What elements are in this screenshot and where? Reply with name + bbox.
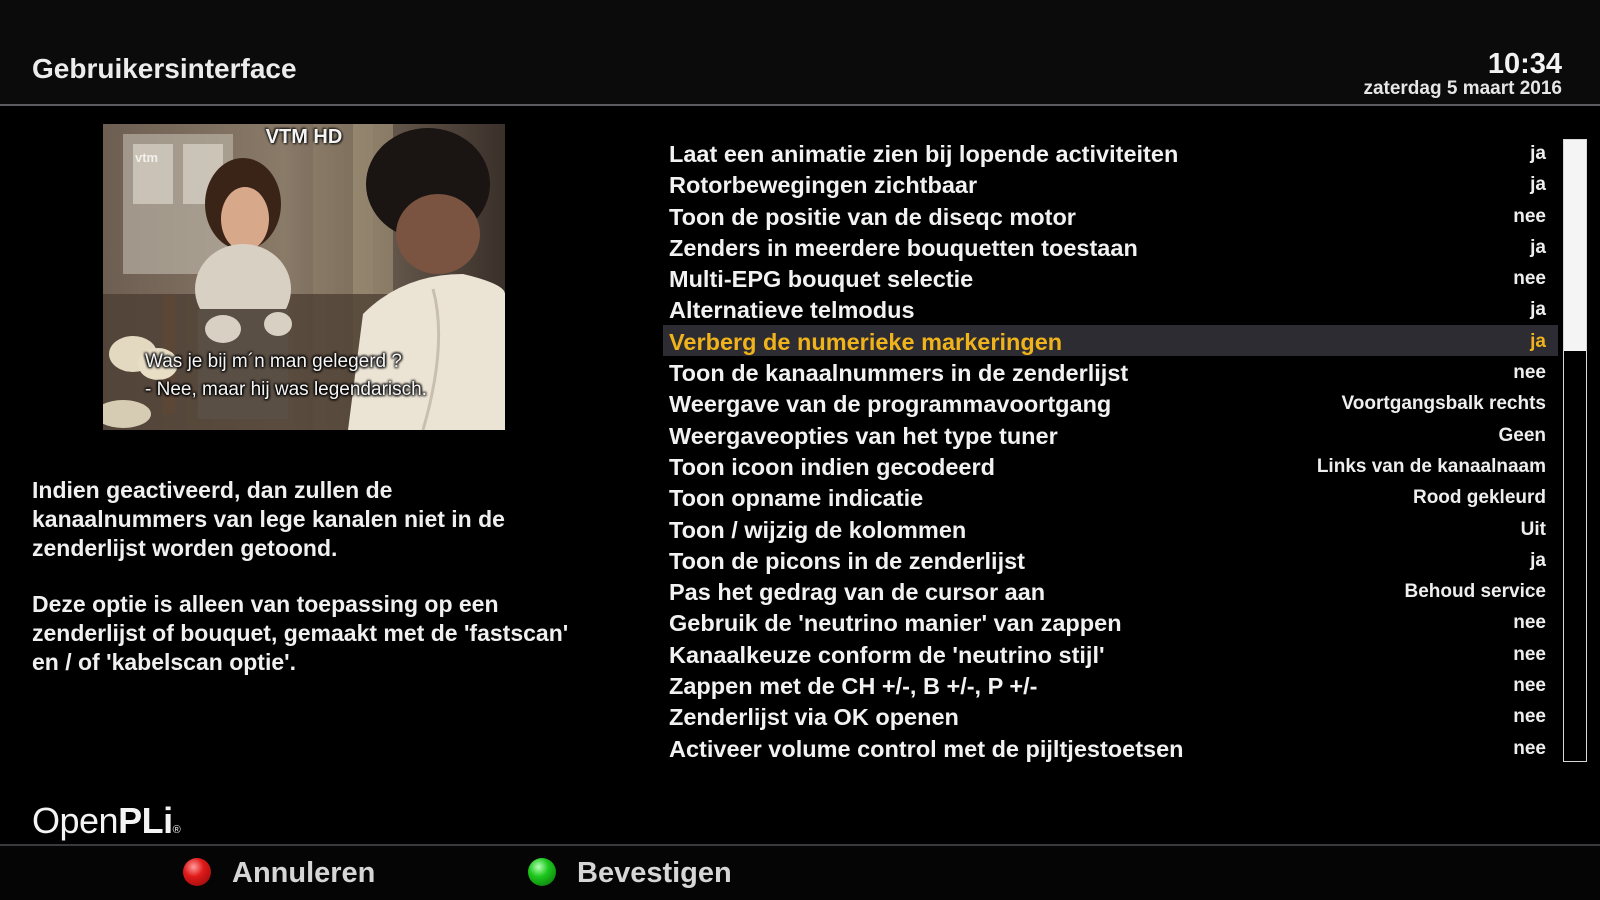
setting-value[interactable]: nee: [1513, 643, 1546, 665]
setting-row[interactable]: [663, 638, 1558, 669]
confirm-button[interactable]: [528, 854, 768, 890]
setting-value[interactable]: ja: [1530, 299, 1546, 321]
setting-value[interactable]: nee: [1513, 362, 1546, 384]
setting-value[interactable]: ja: [1530, 236, 1546, 258]
setting-value[interactable]: Geen: [1498, 424, 1546, 446]
subtitle-line: Was je bij m´n man gelegerd ?: [145, 351, 402, 372]
setting-label: Multi-EPG bouquet selectie: [669, 266, 974, 293]
setting-row[interactable]: [663, 168, 1558, 199]
help-text: Deze optie is alleen van toepassing op een zenderlijst of bouquet, gemaakt met de 'fastscan' en / of 'kabelscan optie'.: [32, 591, 569, 675]
cancel-button[interactable]: [183, 854, 403, 890]
setting-label: Zenderlijst via OK openen: [669, 704, 959, 731]
setting-value[interactable]: Uit: [1520, 518, 1546, 540]
setting-label: Gebruik de 'neutrino manier' van zappen: [669, 610, 1122, 637]
setting-row[interactable]: [663, 481, 1558, 512]
confirm-label: Bevestigen: [577, 857, 732, 889]
setting-value[interactable]: nee: [1513, 706, 1546, 728]
setting-label: Toon opname indicatie: [669, 485, 924, 512]
setting-value[interactable]: Links van de kanaalnaam: [1316, 455, 1546, 477]
scrollbar[interactable]: [1563, 139, 1587, 762]
setting-row[interactable]: [663, 606, 1558, 637]
channel-name: VTM HD: [265, 126, 343, 148]
registered-mark: ®: [172, 824, 181, 836]
setting-row-selected[interactable]: [663, 325, 1558, 356]
setting-row[interactable]: [663, 732, 1558, 763]
setting-label: Verberg de numerieke markeringen: [669, 328, 1063, 355]
setting-label: Alternatieve telmodus: [669, 297, 915, 324]
green-button-icon: [528, 858, 556, 886]
setting-label: Weergave van de programmavoortgang: [669, 391, 1112, 418]
setting-value[interactable]: Rood gekleurd: [1412, 487, 1546, 509]
subtitle-line: - Nee, maar hij was legendarisch.: [145, 379, 427, 400]
setting-row[interactable]: [663, 544, 1558, 575]
header: [0, 0, 1600, 106]
setting-row[interactable]: [663, 513, 1558, 544]
setting-label: Activeer volume control met de pijltjestoetsen: [669, 735, 1184, 762]
setting-row[interactable]: [663, 356, 1558, 387]
setting-label: Rotorbewegingen zichtbaar: [669, 172, 978, 199]
setting-value[interactable]: nee: [1513, 737, 1546, 759]
channel-logo: vtm: [135, 150, 159, 165]
setting-row[interactable]: [663, 262, 1558, 293]
setting-row[interactable]: [663, 137, 1558, 168]
clock: 10:34: [1487, 48, 1562, 80]
red-button-icon: [183, 858, 211, 886]
setting-value[interactable]: nee: [1513, 205, 1546, 227]
openpli-logo: [32, 800, 180, 842]
setting-value[interactable]: ja: [1530, 549, 1546, 571]
setting-row[interactable]: [663, 419, 1558, 450]
setting-row[interactable]: [663, 700, 1558, 731]
page-title: Gebruikersinterface: [32, 53, 297, 84]
setting-label: Toon de kanaalnummers in de zenderlijst: [669, 360, 1129, 387]
setting-value[interactable]: nee: [1513, 612, 1546, 634]
setting-label: Toon de positie van de diseqc motor: [669, 203, 1076, 230]
scrollbar-thumb[interactable]: [1564, 140, 1586, 351]
setting-label: Zenders in meerdere bouquetten toestaan: [669, 234, 1138, 261]
setting-row[interactable]: [663, 669, 1558, 700]
setting-label: Toon icoon indien gecodeerd: [669, 453, 995, 480]
footer-bar: [0, 844, 1600, 900]
setting-row[interactable]: [663, 293, 1558, 324]
setting-value[interactable]: nee: [1513, 675, 1546, 697]
setting-row[interactable]: [663, 200, 1558, 231]
setting-row[interactable]: [663, 575, 1558, 606]
setting-value[interactable]: ja: [1530, 330, 1546, 352]
setting-value[interactable]: nee: [1513, 268, 1546, 290]
setting-value[interactable]: ja: [1530, 174, 1546, 196]
setting-label: Kanaalkeuze conform de 'neutrino stijl': [669, 641, 1105, 668]
video-preview: [103, 124, 505, 430]
setting-value[interactable]: Voortgangsbalk rechts: [1341, 393, 1546, 415]
cancel-label: Annuleren: [232, 857, 376, 889]
setting-row[interactable]: [663, 231, 1558, 262]
date: zaterdag 5 maart 2016: [1363, 78, 1562, 99]
setting-label: Zappen met de CH +/-, B +/-, P +/-: [669, 673, 1038, 700]
setting-row[interactable]: [663, 387, 1558, 418]
logo-text-pli: PLi: [118, 800, 173, 841]
setting-value[interactable]: Behoud service: [1404, 581, 1546, 603]
setting-label: Toon de picons in de zenderlijst: [669, 547, 1026, 574]
setting-label: Laat een animatie zien bij lopende activiteiten: [669, 141, 1179, 167]
settings-list[interactable]: [663, 137, 1558, 763]
logo-text-open: Open: [32, 800, 119, 841]
setting-label: Toon / wijzig de kolommen: [669, 516, 967, 543]
help-text: Indien geactiveerd, dan zullen de kanaalnummers van lege kanalen niet in de zenderlijst worden getoond.: [32, 477, 505, 561]
setting-value[interactable]: ja: [1530, 143, 1546, 164]
setting-label: Weergaveopties van het type tuner: [669, 422, 1058, 449]
setting-label: Pas het gedrag van de cursor aan: [669, 579, 1046, 606]
setting-row[interactable]: [663, 450, 1558, 481]
